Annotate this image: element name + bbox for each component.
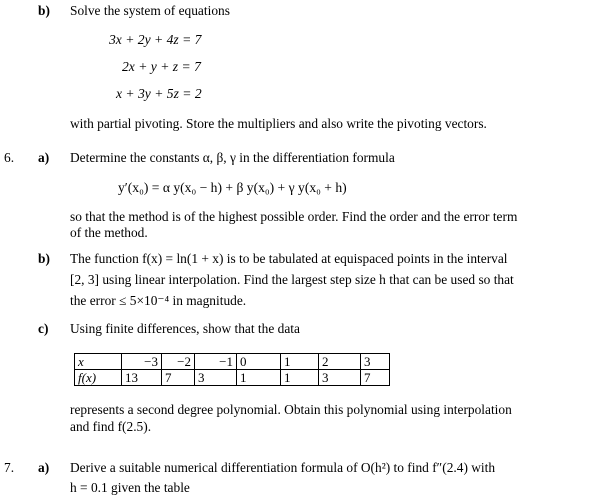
q5b-label: b)	[38, 3, 50, 18]
q7a-line-2: h = 0.1 given the table	[70, 480, 190, 495]
q7a-label: a)	[38, 460, 50, 475]
q6b-label: b)	[38, 251, 50, 266]
q6a-line-2: of the method.	[70, 225, 148, 240]
q6a-line-1: so that the method is of the highest possible order. Find the order and the error term	[70, 209, 518, 224]
q6b-line-3: the error ≤ 5×10⁻⁴ in magnitude.	[70, 293, 247, 308]
table-cell-f: 3	[319, 370, 361, 386]
table-cell-f: 3	[195, 370, 237, 386]
table-cell-f: 13	[122, 370, 162, 386]
table-cell-x: −3	[122, 354, 162, 370]
q7-number: 7.	[4, 460, 15, 475]
q7a-line-1: Derive a suitable numerical differentiation formula of O(h²) to find f″(2.4) with	[70, 460, 496, 475]
q5b-equation-3: x + 3y + 5z = 2	[116, 86, 202, 101]
table-cell-f: 1	[281, 370, 319, 386]
table-cell-x: 3	[361, 354, 390, 370]
q5b-prompt: Solve the system of equations	[70, 3, 230, 18]
q6b-line-2: [2, 3] using linear interpolation. Find the largest step size h that can be used so that	[70, 272, 514, 287]
q6c-label: c)	[38, 321, 49, 336]
q6a-prompt: Determine the constants α, β, γ in the differentiation formula	[70, 150, 395, 165]
table-cell-x: −1	[195, 354, 237, 370]
q6a-label: a)	[38, 150, 50, 165]
q6c-line-1: represents a second degree polynomial. Obtain this polynomial using interpolation	[70, 402, 512, 417]
q5b-equation-1: 3x + 2y + 4z = 7	[109, 32, 202, 47]
q5b-note: with partial pivoting. Store the multipliers and also write the pivoting vectors.	[70, 116, 487, 131]
table-header-x: x	[75, 354, 122, 370]
q6c-line-2: and find f(2.5).	[70, 419, 152, 434]
table-cell-f: 1	[237, 370, 281, 386]
q6b-line-1: The function f(x) = ln(1 + x) is to be tabulated at equispaced points in the interval	[70, 251, 508, 266]
q6c-prompt: Using finite differences, show that the data	[70, 321, 300, 336]
table-row-x	[75, 354, 390, 370]
q6a-formula: y′(x₀) = α y(x₀ − h) + β y(x₀) + γ y(x₀ + h)	[118, 180, 347, 195]
table-row-f	[75, 370, 390, 386]
q6-number: 6.	[4, 150, 15, 165]
table-cell-x: 0	[237, 354, 281, 370]
table-cell-x: 2	[319, 354, 361, 370]
table-header-f: f(x)	[75, 370, 122, 386]
table-cell-f: 7	[361, 370, 390, 386]
data-table	[74, 353, 390, 386]
table-cell-x: −2	[162, 354, 195, 370]
q5b-equation-2: 2x + y + z = 7	[122, 59, 201, 74]
table-cell-x: 1	[281, 354, 319, 370]
table-cell-f: 7	[162, 370, 195, 386]
